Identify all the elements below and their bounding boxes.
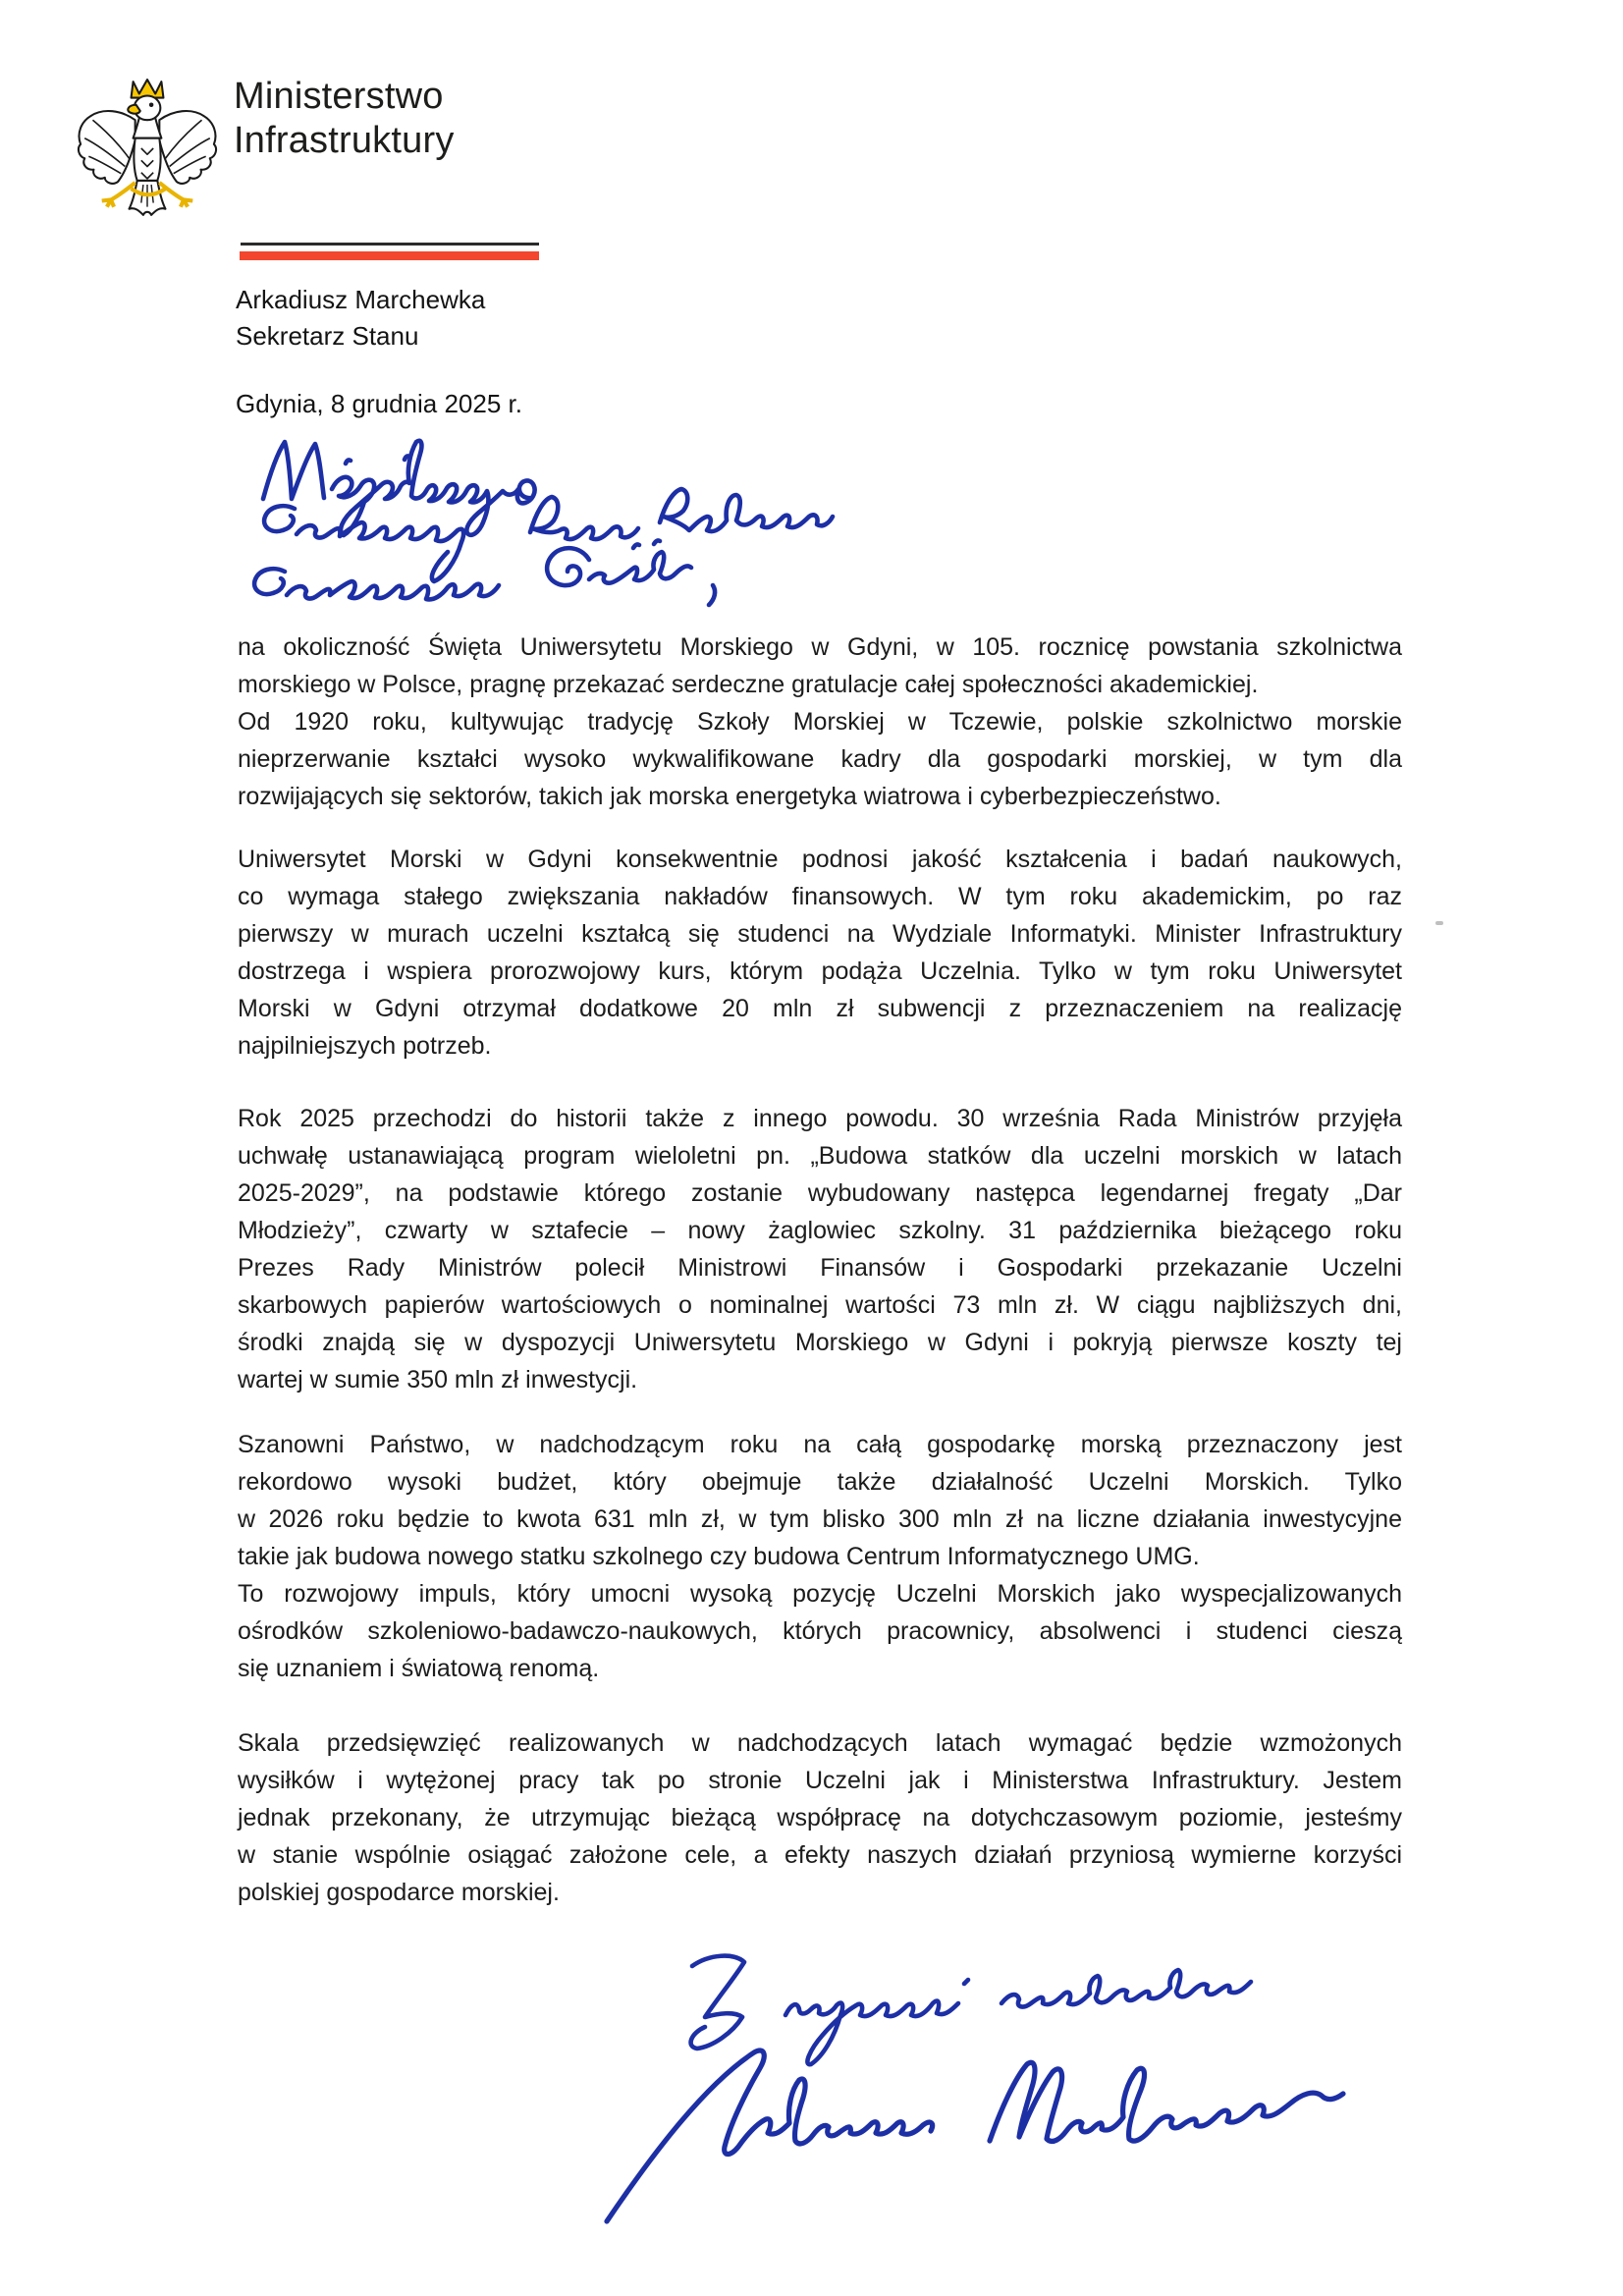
text-line: Od 1920 roku, kultywując tradycję Szkoły Morskiej w Tczewie, polskie szkolnictwo morskie (238, 708, 1402, 736)
header-accent-bar (240, 251, 539, 260)
polish-eagle-coat-of-arms-icon (77, 67, 218, 230)
text-line: Uniwersytet Morski w Gdyni konsekwentnie podnosi jakość kształcenia i badań naukowych, (238, 846, 1402, 873)
text-line: wartej w sumie 350 mln zł inwestycji. (238, 1366, 638, 1394)
text-line: Młodzieży”, czwarty w sztafecie – nowy żaglowiec szkolny. 31 października bieżącego roku (238, 1217, 1402, 1244)
ministry-name-line2: Infrastruktury (234, 120, 455, 161)
text-line: pierwszy w murach uczelni kształcą się studenci na Wydziale Informatyki. Minister Infrastruktury (238, 920, 1402, 948)
handwritten-signature (607, 2050, 1343, 2221)
salutation-transcription-line2 (0, 0, 1, 1)
signature-transcription (0, 0, 1, 1)
text-line: wysiłków i wytężonej pracy tak po stronie Uczelni jak i Ministerstwa Infrastruktury. Jestem (238, 1767, 1402, 1794)
text-line: takie jak budowa nowego statku szkolnego czy budowa Centrum Informatycznego UMG. (238, 1543, 1200, 1570)
salutation-transcription-line3 (0, 0, 1, 1)
text-line: się uznaniem i światową renomą. (238, 1655, 600, 1682)
text-line: Rok 2025 przechodzi do historii także z innego powodu. 30 września Rada Ministrów przyjęła (238, 1105, 1402, 1132)
header-divider-line (241, 243, 539, 246)
paragraph-university-quality (238, 841, 1402, 1065)
text-line: na okoliczność Święta Uniwersytetu Morskiego w Gdyni, w 105. rocznicę powstania szkolnictwa (238, 633, 1402, 661)
paragraph-budget (238, 1426, 1402, 1575)
text-line: skarbowych papierów wartościowych o nominalnej wartości 73 mln zł. W ciągu najbliższych dni, (238, 1291, 1402, 1319)
text-line: dostrzega i wspiera prorozwojowy kurs, którym podąża Uczelnia. Tylko w tym roku Uniwersytet (238, 957, 1402, 985)
text-line: Morski w Gdyni otrzymał dodatkowe 20 mln zł subwencji z przeznaczeniem na realizację (238, 995, 1402, 1022)
handwritten-closing (691, 1956, 1251, 2065)
salutation-transcription-line1 (0, 0, 1, 1)
ministry-name-line1: Ministerstwo (234, 76, 444, 117)
text-line: jednak przekonany, że utrzymując bieżącą współpracę na dotychczasowym poziomie, jesteśmy (238, 1804, 1402, 1831)
text-line: morskiego w Polsce, pragnę przekazać serdeczne gratulacje całej społeczności akademickiej. (238, 671, 1259, 698)
paragraph-opening (238, 629, 1402, 703)
text-line: rozwijających się sektorów, takich jak morska energetyka wiatrowa i cyberbezpieczeństwo. (238, 783, 1221, 810)
text-line: To rozwojowy impuls, który umocni wysoką pozycję Uczelni Morskich jako wyspecjalizowanych (238, 1580, 1402, 1608)
text-line: co wymaga stałego zwiększania nakładów finansowych. W tym roku akademickim, po raz (238, 883, 1402, 910)
sender-name: Arkadiusz Marchewka (236, 285, 486, 314)
dateline: Gdynia, 8 grudnia 2025 r. (236, 389, 522, 418)
sender-block (236, 282, 485, 355)
text-line: w stanie wspólnie osiągać założone cele, a efekty naszych działań przyniosą wymierne korzyści (238, 1841, 1402, 1869)
text-line: uchwałę ustanawiającą program wieloletni pn. „Budowa statków dla uczelni morskich w latach (238, 1142, 1402, 1170)
text-line: ośrodków szkoleniowo-badawczo-naukowych, których pracownicy, absolwenci i studenci cieszą (238, 1617, 1402, 1645)
paragraph-cooperation (238, 1724, 1402, 1911)
text-line: Skala przedsięwzięć realizowanych w nadchodzących latach wymagać będzie wzmożonych (238, 1729, 1402, 1757)
text-line: rekordowo wysoki budżet, który obejmuje także działalność Uczelni Morskich. Tylko (238, 1468, 1402, 1496)
text-line: Prezes Rady Ministrów polecił Ministrowi Finansów i Gospodarki przekazanie Uczelni (238, 1254, 1402, 1282)
text-line: w 2026 roku będzie to kwota 631 mln zł, w tym blisko 300 mln zł na liczne działania inwestycyjne (238, 1505, 1402, 1533)
text-line: najpilniejszych potrzeb. (238, 1032, 492, 1060)
ministry-name (234, 75, 455, 163)
text-line: 2025-2029”, na podstawie którego zostanie wybudowany następca legendarnej fregaty „Dar (238, 1179, 1402, 1207)
paragraph-development-impulse (238, 1575, 1402, 1687)
text-line: nieprzerwanie kształci wysoko wykwalifikowane kadry dla gospodarki morskiej, w tym dla (238, 745, 1402, 773)
paragraph-ship-program (238, 1100, 1402, 1398)
text-line: Szanowni Państwo, w nadchodzącym roku na całą gospodarkę morską przeznaczony jest (238, 1431, 1402, 1458)
text-line: polskiej gospodarce morskiej. (238, 1879, 560, 1906)
handwritten-salutation (254, 441, 833, 605)
text-line: środki znajdą się w dyspozycji Uniwersytetu Morskiego w Gdyni i pokryją pierwsze koszty tej (238, 1329, 1402, 1356)
scan-artifact-dot (1435, 921, 1443, 925)
paragraph-tradition (238, 703, 1402, 815)
closing-transcription (0, 0, 1, 1)
sender-title: Sekretarz Stanu (236, 321, 419, 351)
